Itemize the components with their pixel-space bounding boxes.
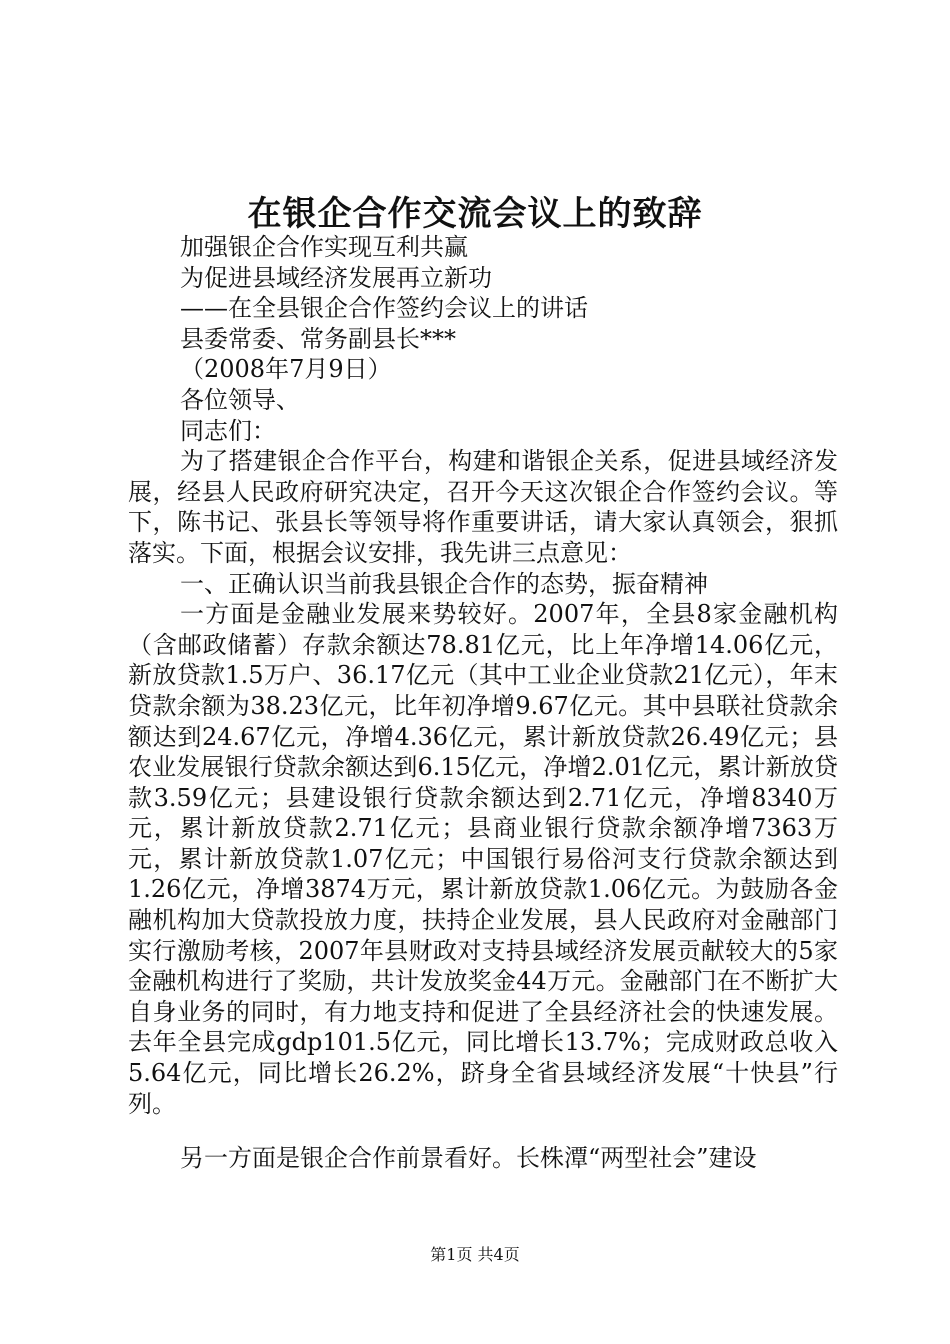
speaker-line: 县委常委、常务副县长*** xyxy=(180,324,456,353)
body-paragraph: 为了搭建银企合作平台，构建和谐银企关系，促进县域经济发展，经县人民政府研究决定，召开今天这次银企合作签约会议。等下，陈书记、张县长等领导将作重要讲话，请大家认真领会，狠抓落实。下面，根据会议安排，我先讲三点意见： xyxy=(128,447,838,567)
subtitle-line: 加强银企合作实现互利共赢 xyxy=(180,233,468,261)
page-footer: 第1页 共4页 xyxy=(430,1245,520,1264)
document-body xyxy=(128,232,838,1174)
document-title: 在银企合作交流会议上的致辞 xyxy=(247,194,703,234)
body-paragraph: 一方面是金融业发展来势较好。2007年，全县8家金融机构（含邮政储蓄）存款余额达78.81亿元，比上年净增14.06亿元，新放贷款1.5万户、36.17亿元（其中工业企业贷款21亿元），年末贷款余额为38.23亿元，比年初净增9.67亿元。其中县联社贷款余额达到24.67亿元，净增4.36亿元，累计新放贷款26.49亿元；县农业发展银行贷款余额达到6.15亿元，净增2.01亿元，累计新放贷款3.59亿元；县建设银行贷款余额达到2.71亿元，净增8340万元，累计新放贷款2.71亿元；县商业银行贷款余额净增7363万元，累计新放贷款1.07亿元；中国银行易俗河支行贷款余额达到1.26亿元，净增3874万元，累计新放贷款1.06亿元。为鼓励各金融机构加大贷款投放力度，扶持企业发展，县人民政府对金融部门实行激励考核，2007年县财政对支持县域经济发展贡献较大的5家金融机构进行了奖励，共计发放奖金44万元。金融部门在不断扩大自身业务的同时，有力地支持和促进了全县经济社会的快速发展。去年全县完成gdp101.5亿元，同比增长13.7%；完成财政总收入5.64亿元，同比增长26.2%，跻身全省县域经济发展“十快县”行列。 xyxy=(128,600,838,1118)
subtitle-line: ——在全县银企合作签约会议上的讲话 xyxy=(180,294,588,323)
date-line: （2008年7月9日） xyxy=(180,355,392,384)
salutation-line: 各位领导、 xyxy=(180,385,300,414)
body-paragraph: 另一方面是银企合作前景看好。长株潭“两型社会”建设 xyxy=(180,1144,757,1173)
section-heading: 一、正确认识当前我县银企合作的态势，振奋精神 xyxy=(180,569,708,598)
subtitle-line: 为促进县域经济发展再立新功 xyxy=(180,263,492,292)
salutation-line: 同志们： xyxy=(180,416,276,445)
